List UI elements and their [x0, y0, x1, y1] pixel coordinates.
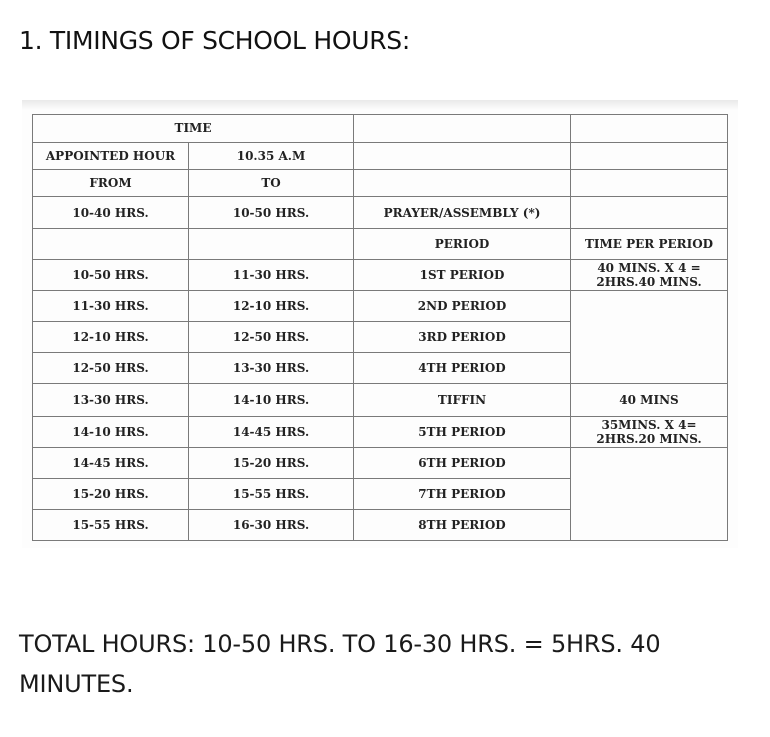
morning-duration-line1: 40 MINS. X 4 =: [597, 261, 701, 275]
row-to: 12-50 HRS.: [189, 322, 354, 353]
time-header-cell: [33, 115, 354, 143]
table-row: [33, 170, 728, 197]
blank-cell: [571, 115, 728, 143]
blank-cell: [571, 197, 728, 229]
table-row: [33, 260, 728, 291]
morning-duration: [571, 260, 728, 291]
row-to: 13-30 HRS.: [189, 353, 354, 384]
table-row: [33, 384, 728, 417]
row-from: 14-10 HRS.: [33, 417, 189, 448]
scan-shadow: [22, 100, 738, 110]
row-to: 12-10 HRS.: [189, 291, 354, 322]
row-to: 14-10 HRS.: [189, 384, 354, 417]
table-row: [33, 448, 728, 479]
table-row: [33, 417, 728, 448]
afternoon-duration-line2: 2HRS.20 MINS.: [596, 432, 702, 446]
morning-duration-line2: 2HRS.40 MINS.: [596, 275, 702, 289]
row-to: 15-20 HRS.: [189, 448, 354, 479]
row-period: 2ND PERIOD: [354, 291, 571, 322]
period-header: PERIOD: [354, 229, 571, 260]
row-from: 15-55 HRS.: [33, 510, 189, 541]
prayer-label: PRAYER/ASSEMBLY (*): [354, 197, 571, 229]
blank-cell: [571, 448, 728, 541]
row-to: 11-30 HRS.: [189, 260, 354, 291]
timings-table-image: [22, 100, 738, 548]
page-title: 1. TIMINGS OF SCHOOL HOURS:: [19, 26, 410, 55]
from-label: FROM: [33, 170, 189, 197]
row-period: TIFFIN: [354, 384, 571, 417]
row-from: 15-20 HRS.: [33, 479, 189, 510]
afternoon-duration: [571, 417, 728, 448]
timings-table: [32, 114, 728, 541]
table-row: [33, 143, 728, 170]
blank-cell: [33, 229, 189, 260]
tiffin-duration: 40 MINS: [571, 384, 728, 417]
row-period: 8TH PERIOD: [354, 510, 571, 541]
table-row: [33, 291, 728, 322]
blank-cell: [571, 170, 728, 197]
appointed-hour-label: APPOINTED HOUR: [33, 143, 189, 170]
time-per-period-header: TIME PER PERIOD: [571, 229, 728, 260]
table-row: [33, 115, 728, 143]
blank-cell: [354, 115, 571, 143]
row-period: 1ST PERIOD: [354, 260, 571, 291]
to-label: TO: [189, 170, 354, 197]
afternoon-duration-line1: 35MINS. X 4=: [601, 418, 697, 432]
blank-cell: [189, 229, 354, 260]
row-from: 13-30 HRS.: [33, 384, 189, 417]
time-header: TIME: [174, 121, 212, 135]
row-period: 7TH PERIOD: [354, 479, 571, 510]
blank-cell: [571, 291, 728, 384]
row-period: 3RD PERIOD: [354, 322, 571, 353]
row-to: 14-45 HRS.: [189, 417, 354, 448]
row-to: 16-30 HRS.: [189, 510, 354, 541]
appointed-hour-value: 10.35 A.M: [189, 143, 354, 170]
blank-cell: [354, 170, 571, 197]
row-from: 12-10 HRS.: [33, 322, 189, 353]
prayer-to: 10-50 HRS.: [189, 197, 354, 229]
table-row: [33, 197, 728, 229]
blank-cell: [354, 143, 571, 170]
row-from: 10-50 HRS.: [33, 260, 189, 291]
total-hours-text: TOTAL HOURS: 10-50 HRS. TO 16-30 HRS. = 5HRS. 40 MINUTES.: [19, 630, 661, 698]
prayer-from: 10-40 HRS.: [33, 197, 189, 229]
row-to: 15-55 HRS.: [189, 479, 354, 510]
table-row: [33, 229, 728, 260]
row-from: 14-45 HRS.: [33, 448, 189, 479]
row-from: 12-50 HRS.: [33, 353, 189, 384]
row-from: 11-30 HRS.: [33, 291, 189, 322]
row-period: 5TH PERIOD: [354, 417, 571, 448]
blank-cell: [571, 143, 728, 170]
row-period: 4TH PERIOD: [354, 353, 571, 384]
row-period: 6TH PERIOD: [354, 448, 571, 479]
